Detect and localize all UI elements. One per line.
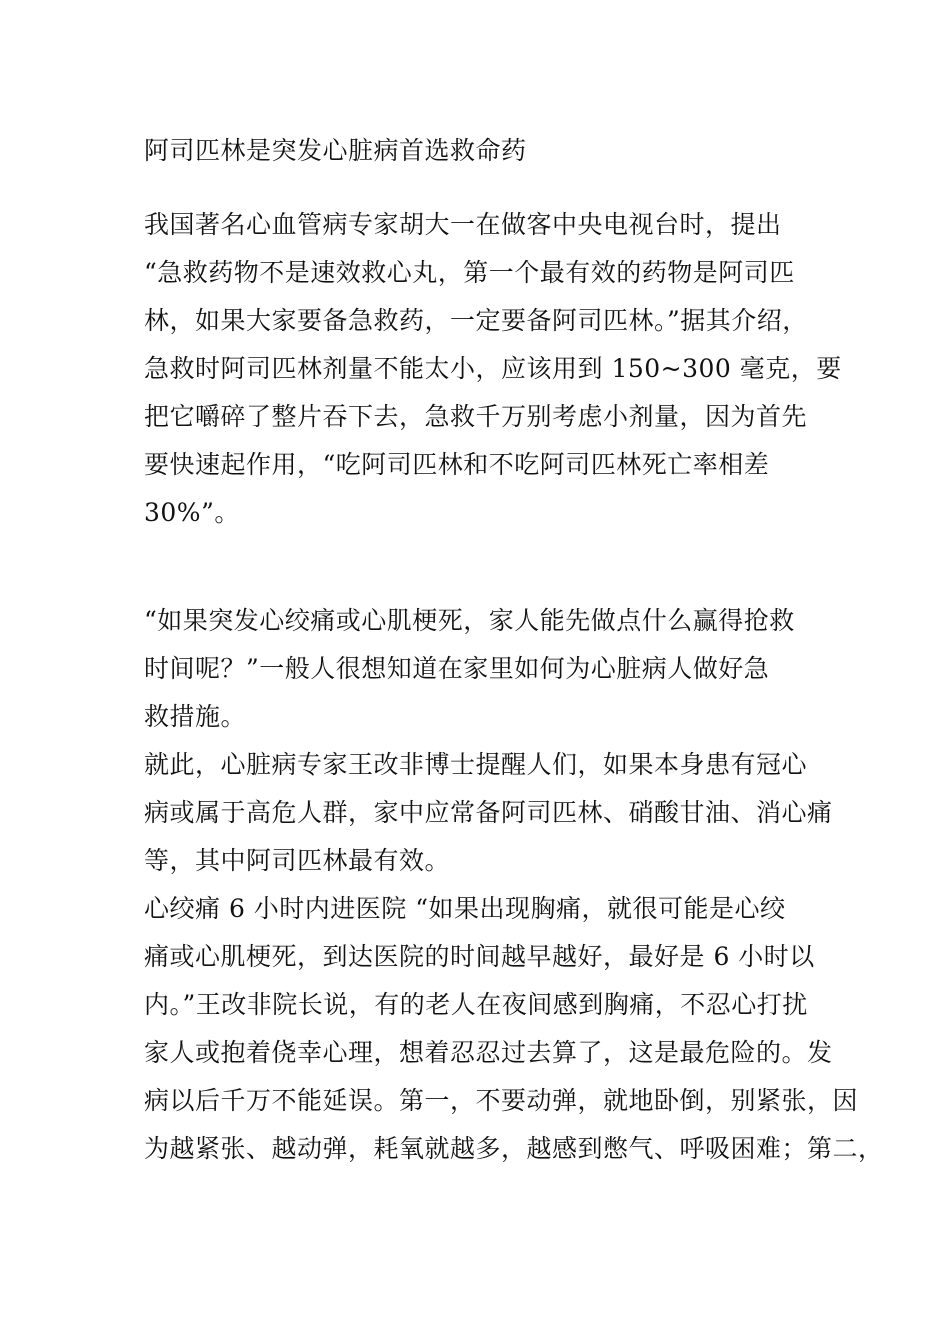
text-line: 内。”王改非院长说，有的老人在夜间感到胸痛，不忍心打扰	[144, 990, 808, 1019]
text-line: 要快速起作用，“吃阿司匹林和不吃阿司匹林死亡率相差	[144, 450, 770, 479]
document-title: 阿司匹林是突发心脏病首选救命药	[144, 136, 527, 165]
text-line: “如果突发心绞痛或心肌梗死，家人能先做点什么赢得抢救	[144, 606, 795, 635]
text-line: “急救药物不是速效救心丸，第一个最有效的药物是阿司匹	[144, 258, 795, 287]
text-line: 等，其中阿司匹林最有效。	[144, 846, 451, 875]
text-line: 30%”。	[144, 498, 240, 527]
text-line: 救措施。	[144, 702, 247, 731]
text-line: 病或属于高危人群，家中应常备阿司匹林、硝酸甘油、消心痛	[144, 798, 833, 827]
text-line: 家人或抱着侥幸心理，想着忍忍过去算了，这是最危险的。发	[144, 1038, 833, 1067]
text-line: 把它嚼碎了整片吞下去，急救千万别考虑小剂量，因为首先	[144, 402, 808, 431]
text-line: 为越紧张、越动弹，耗氧就越多，越感到憋气、呼吸困难；第二，	[144, 1134, 884, 1163]
text-line: 急救时阿司匹林剂量不能太小，应该用到 150~300 毫克，要	[144, 354, 842, 383]
text-line: 心绞痛 6 小时内进医院 “如果出现胸痛，就很可能是心绞	[144, 894, 786, 923]
text-line: 病以后千万不能延误。第一，不要动弹，就地卧倒，别紧张，因	[144, 1086, 859, 1115]
text-line: 时间呢？”一般人很想知道在家里如何为心脏病人做好急	[144, 654, 770, 683]
text-line: 林，如果大家要备急救药，一定要备阿司匹林。”据其介绍，	[144, 306, 808, 335]
text-line: 痛或心肌梗死，到达医院的时间越早越好，最好是 6 小时以	[144, 942, 815, 971]
text-line: 就此，心脏病专家王改非博士提醒人们，如果本身患有冠心	[144, 750, 808, 779]
text-line: 我国著名心血管病专家胡大一在做客中央电视台时，提出	[144, 210, 782, 239]
